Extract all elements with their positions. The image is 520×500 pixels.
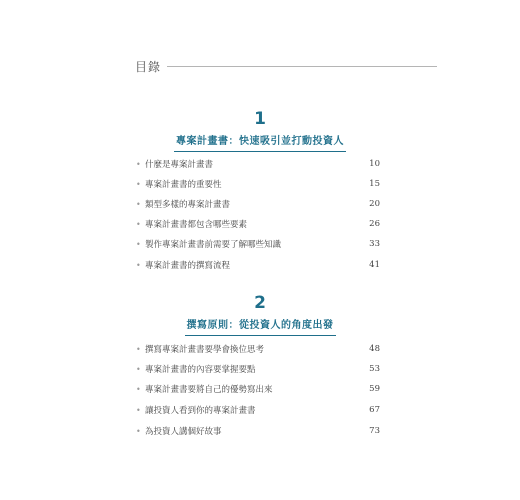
toc-entry[interactable]: [136, 382, 380, 396]
bullet-icon: •: [136, 219, 141, 229]
toc-header-rule: [167, 66, 437, 67]
entry-page-number: 41: [369, 260, 380, 270]
chapter-number: 2: [254, 293, 266, 313]
entry-page-number: 15: [369, 179, 380, 189]
bullet-icon: •: [136, 426, 141, 436]
entry-title: 專案計畫書的撰寫流程: [145, 261, 231, 271]
bullet-icon: •: [136, 239, 141, 249]
entry-title: 專案計畫書的內容要掌握要點: [145, 365, 256, 375]
toc-title: 目錄: [135, 59, 162, 74]
bullet-icon: •: [136, 260, 141, 270]
entry-title: 類型多樣的專案計畫書: [145, 200, 231, 210]
toc-entry[interactable]: [136, 424, 380, 438]
toc-entry[interactable]: [136, 362, 380, 376]
entry-title: 專案計畫書的重要性: [145, 180, 222, 190]
entry-title: 為投資人講個好故事: [145, 427, 222, 437]
bullet-icon: •: [136, 159, 141, 169]
toc-header: [135, 57, 437, 75]
chapter-1: [0, 110, 520, 152]
chapter-1-heading: [0, 110, 520, 152]
bullet-icon: •: [136, 344, 141, 354]
entry-title: 製作專案計畫書前需要了解哪些知識: [145, 240, 282, 250]
bullet-icon: •: [136, 179, 141, 189]
chapter-title-underline: [174, 129, 346, 152]
entry-page-number: 20: [369, 199, 380, 209]
chapter-title-underline: [185, 313, 336, 336]
bullet-icon: •: [136, 405, 141, 415]
entry-page-number: 26: [369, 219, 380, 229]
entry-page-number: 59: [369, 384, 380, 394]
entry-page-number: 33: [369, 239, 380, 249]
chapter-title: 專案計畫書：快速吸引並打動投資人: [176, 136, 344, 147]
entry-title: 什麼是專案計畫書: [145, 160, 214, 170]
chapter-2: [0, 294, 520, 336]
entry-title: 撰寫專案計畫書要學會換位思考: [145, 345, 265, 355]
bullet-icon: •: [136, 364, 141, 374]
entry-page-number: 73: [369, 426, 380, 436]
entry-title: 讓投資人看到你的專案計畫書: [145, 406, 256, 416]
toc-entry[interactable]: [136, 237, 380, 251]
toc-entry[interactable]: [136, 342, 380, 356]
entry-title: 專案計畫書都包含哪些要素: [145, 220, 248, 230]
toc-entry[interactable]: [136, 258, 380, 272]
chapter-number: 1: [254, 109, 266, 129]
bullet-icon: •: [136, 199, 141, 209]
entry-page-number: 10: [369, 159, 380, 169]
chapter-2-heading: [0, 294, 520, 336]
toc-entry[interactable]: [136, 177, 380, 191]
toc-entry[interactable]: [136, 197, 380, 211]
bullet-icon: •: [136, 384, 141, 394]
toc-entry[interactable]: [136, 217, 380, 231]
entry-page-number: 67: [369, 405, 380, 415]
entry-page-number: 48: [369, 344, 380, 354]
entry-title: 專案計畫書要將自己的優勢寫出來: [145, 385, 273, 395]
entry-page-number: 53: [369, 364, 380, 374]
chapter-title: 撰寫原則：從投資人的角度出發: [186, 320, 334, 331]
toc-entry[interactable]: [136, 157, 380, 171]
toc-entry[interactable]: [136, 403, 380, 417]
